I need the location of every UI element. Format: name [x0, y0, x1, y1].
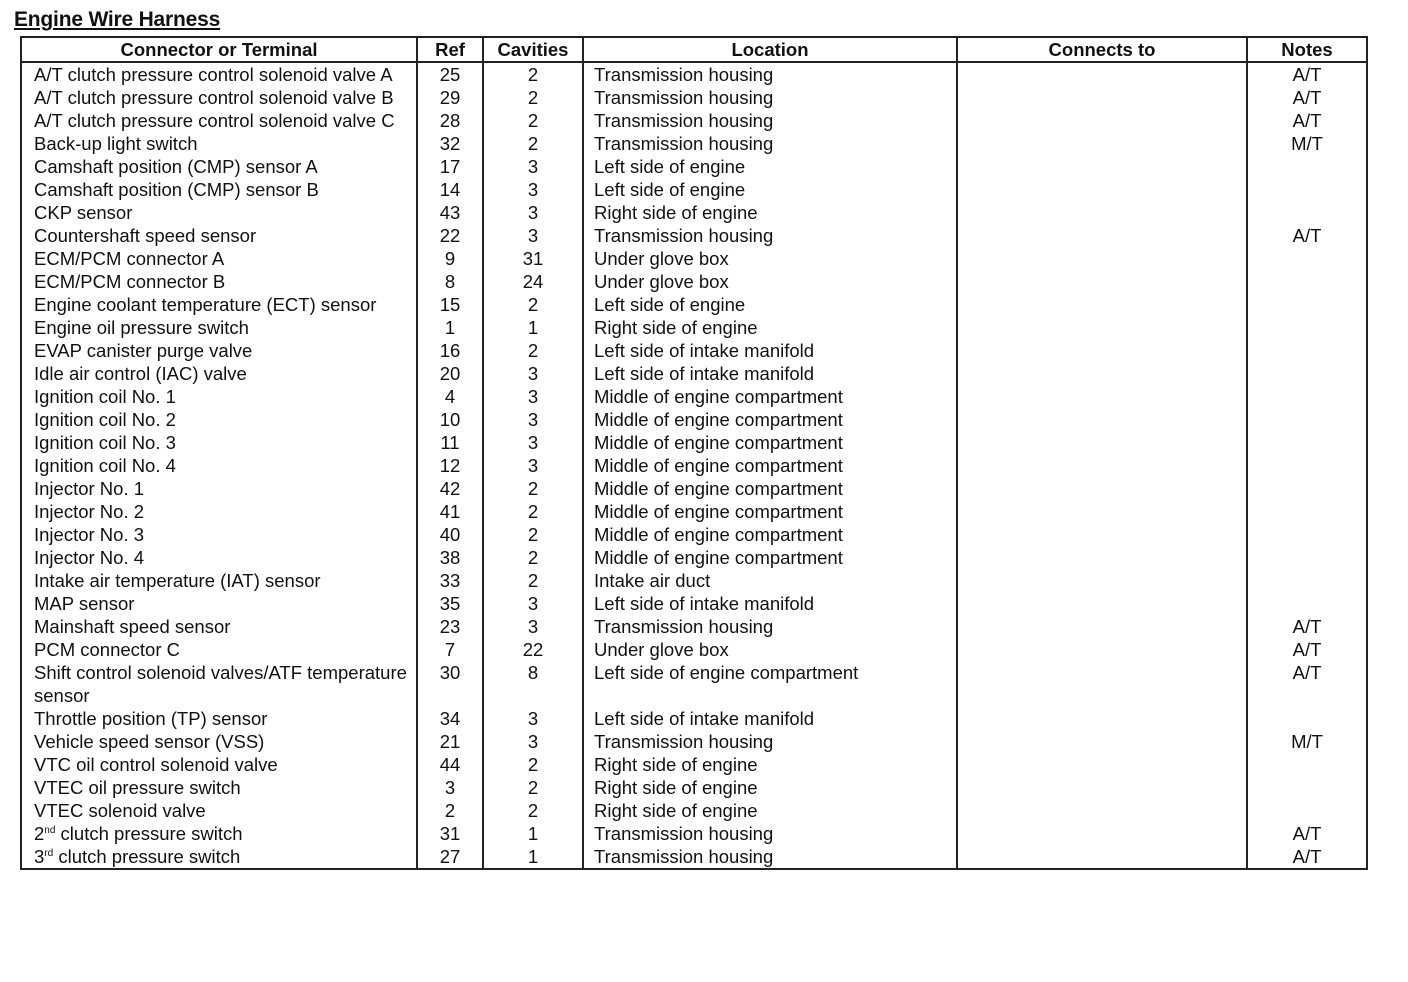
cell-location: Transmission housing — [583, 62, 957, 86]
cell-location: Middle of engine compartment — [583, 500, 957, 523]
cell-notes: A/T — [1247, 845, 1367, 869]
cell-ref: 28 — [417, 109, 483, 132]
cell-connects-to — [957, 132, 1247, 155]
cell-location: Left side of engine — [583, 293, 957, 316]
cell-location: Middle of engine compartment — [583, 454, 957, 477]
ordinal-suffix: nd — [44, 824, 56, 836]
cell-location: Transmission housing — [583, 86, 957, 109]
cell-connector: Idle air control (IAC) valve — [21, 362, 417, 385]
column-header-location: Location — [583, 37, 957, 62]
ordinal-suffix: rd — [44, 847, 54, 859]
table-row — [21, 132, 1367, 155]
cell-ref: 25 — [417, 62, 483, 86]
connector-name-rest: clutch pressure switch — [55, 823, 243, 844]
cell-location: Middle of engine compartment — [583, 477, 957, 500]
cell-location: Right side of engine — [583, 776, 957, 799]
cell-cavities: 2 — [483, 477, 583, 500]
cell-connects-to — [957, 776, 1247, 799]
cell-notes — [1247, 247, 1367, 270]
cell-connector: A/T clutch pressure control solenoid valve C — [21, 109, 417, 132]
cell-location: Middle of engine compartment — [583, 546, 957, 569]
cell-location: Transmission housing — [583, 730, 957, 753]
cell-notes: M/T — [1247, 730, 1367, 753]
cell-connects-to — [957, 431, 1247, 454]
cell-connector: Injector No. 4 — [21, 546, 417, 569]
cell-connects-to — [957, 247, 1247, 270]
table-row — [21, 477, 1367, 500]
cell-ref: 8 — [417, 270, 483, 293]
ordinal-number: 3 — [34, 846, 45, 867]
cell-location: Under glove box — [583, 638, 957, 661]
cell-connector: Shift control solenoid valves/ATF temperature sensor — [21, 661, 417, 707]
cell-cavities: 3 — [483, 362, 583, 385]
table-row — [21, 178, 1367, 201]
cell-ref: 29 — [417, 86, 483, 109]
cell-connector: ECM/PCM connector B — [21, 270, 417, 293]
column-header-cavities: Cavities — [483, 37, 583, 62]
cell-cavities: 3 — [483, 155, 583, 178]
cell-notes — [1247, 776, 1367, 799]
cell-connects-to — [957, 86, 1247, 109]
table-row — [21, 86, 1367, 109]
table-row — [21, 569, 1367, 592]
cell-notes — [1247, 316, 1367, 339]
cell-notes — [1247, 753, 1367, 776]
cell-ref: 17 — [417, 155, 483, 178]
cell-connects-to — [957, 109, 1247, 132]
cell-notes — [1247, 477, 1367, 500]
column-header-ref: Ref — [417, 37, 483, 62]
cell-cavities: 3 — [483, 454, 583, 477]
cell-location: Transmission housing — [583, 109, 957, 132]
table-row — [21, 546, 1367, 569]
cell-connector — [21, 822, 417, 845]
table-row — [21, 431, 1367, 454]
cell-ref: 41 — [417, 500, 483, 523]
cell-cavities: 3 — [483, 707, 583, 730]
table-row — [21, 155, 1367, 178]
cell-connector: Engine oil pressure switch — [21, 316, 417, 339]
cell-notes — [1247, 155, 1367, 178]
cell-cavities: 8 — [483, 661, 583, 707]
cell-connects-to — [957, 178, 1247, 201]
cell-ref: 7 — [417, 638, 483, 661]
cell-cavities: 2 — [483, 293, 583, 316]
cell-ref: 12 — [417, 454, 483, 477]
cell-connector: Back-up light switch — [21, 132, 417, 155]
cell-connector: Vehicle speed sensor (VSS) — [21, 730, 417, 753]
cell-ref: 23 — [417, 615, 483, 638]
cell-ref: 14 — [417, 178, 483, 201]
cell-location: Left side of intake manifold — [583, 362, 957, 385]
cell-cavities: 2 — [483, 109, 583, 132]
cell-cavities: 1 — [483, 845, 583, 869]
cell-notes: A/T — [1247, 224, 1367, 247]
cell-connects-to — [957, 408, 1247, 431]
cell-cavities: 3 — [483, 730, 583, 753]
cell-notes — [1247, 293, 1367, 316]
table-row — [21, 799, 1367, 822]
cell-cavities: 2 — [483, 339, 583, 362]
cell-location: Middle of engine compartment — [583, 431, 957, 454]
cell-connects-to — [957, 270, 1247, 293]
cell-ref: 30 — [417, 661, 483, 707]
cell-notes — [1247, 546, 1367, 569]
cell-location: Transmission housing — [583, 822, 957, 845]
table-row — [21, 845, 1367, 869]
cell-location: Left side of intake manifold — [583, 592, 957, 615]
cell-cavities: 2 — [483, 753, 583, 776]
cell-ref: 15 — [417, 293, 483, 316]
cell-notes — [1247, 339, 1367, 362]
table-row — [21, 500, 1367, 523]
cell-ref: 1 — [417, 316, 483, 339]
cell-ref: 44 — [417, 753, 483, 776]
cell-notes: A/T — [1247, 86, 1367, 109]
cell-ref: 35 — [417, 592, 483, 615]
table-row — [21, 523, 1367, 546]
cell-location: Left side of engine compartment — [583, 661, 957, 707]
cell-cavities: 2 — [483, 500, 583, 523]
cell-connects-to — [957, 592, 1247, 615]
cell-connector: VTEC oil pressure switch — [21, 776, 417, 799]
cell-ref: 22 — [417, 224, 483, 247]
cell-location: Middle of engine compartment — [583, 523, 957, 546]
cell-notes — [1247, 385, 1367, 408]
cell-connects-to — [957, 845, 1247, 869]
cell-connector: A/T clutch pressure control solenoid valve A — [21, 62, 417, 86]
cell-connector — [21, 845, 417, 869]
cell-connects-to — [957, 339, 1247, 362]
cell-connector: Ignition coil No. 1 — [21, 385, 417, 408]
cell-cavities: 3 — [483, 408, 583, 431]
cell-location: Right side of engine — [583, 201, 957, 224]
cell-notes — [1247, 707, 1367, 730]
cell-connects-to — [957, 615, 1247, 638]
cell-connector: CKP sensor — [21, 201, 417, 224]
cell-notes: A/T — [1247, 638, 1367, 661]
cell-location: Right side of engine — [583, 799, 957, 822]
cell-connects-to — [957, 477, 1247, 500]
wire-harness-table — [20, 36, 1368, 870]
table-row — [21, 224, 1367, 247]
cell-ref: 11 — [417, 431, 483, 454]
cell-location: Left side of engine — [583, 155, 957, 178]
table-row — [21, 316, 1367, 339]
cell-ref: 27 — [417, 845, 483, 869]
cell-connects-to — [957, 201, 1247, 224]
cell-location: Under glove box — [583, 270, 957, 293]
cell-ref: 3 — [417, 776, 483, 799]
table-row — [21, 592, 1367, 615]
cell-cavities: 3 — [483, 178, 583, 201]
cell-location: Left side of intake manifold — [583, 707, 957, 730]
table-row — [21, 201, 1367, 224]
cell-cavities: 3 — [483, 224, 583, 247]
cell-connects-to — [957, 316, 1247, 339]
cell-location: Right side of engine — [583, 316, 957, 339]
cell-connects-to — [957, 707, 1247, 730]
cell-cavities: 2 — [483, 776, 583, 799]
cell-location: Middle of engine compartment — [583, 408, 957, 431]
cell-cavities: 2 — [483, 523, 583, 546]
cell-cavities: 3 — [483, 385, 583, 408]
cell-location: Transmission housing — [583, 224, 957, 247]
cell-ref: 42 — [417, 477, 483, 500]
cell-ref: 16 — [417, 339, 483, 362]
cell-notes — [1247, 569, 1367, 592]
cell-ref: 2 — [417, 799, 483, 822]
cell-connects-to — [957, 822, 1247, 845]
cell-connector: VTEC solenoid valve — [21, 799, 417, 822]
cell-cavities: 24 — [483, 270, 583, 293]
cell-connector: Ignition coil No. 2 — [21, 408, 417, 431]
cell-connector: Injector No. 2 — [21, 500, 417, 523]
document-title: Engine Wire Harness — [14, 8, 221, 31]
cell-connector: A/T clutch pressure control solenoid valve B — [21, 86, 417, 109]
table-row — [21, 753, 1367, 776]
table-row — [21, 822, 1367, 845]
connector-name-rest: clutch pressure switch — [53, 846, 241, 867]
cell-connector: Injector No. 3 — [21, 523, 417, 546]
table-row — [21, 339, 1367, 362]
cell-ref: 31 — [417, 822, 483, 845]
column-header-notes: Notes — [1247, 37, 1367, 62]
cell-cavities: 2 — [483, 132, 583, 155]
cell-ref: 21 — [417, 730, 483, 753]
cell-location: Transmission housing — [583, 845, 957, 869]
cell-connects-to — [957, 500, 1247, 523]
cell-connects-to — [957, 224, 1247, 247]
cell-connector: EVAP canister purge valve — [21, 339, 417, 362]
cell-connector: Injector No. 1 — [21, 477, 417, 500]
cell-notes — [1247, 178, 1367, 201]
cell-ref: 43 — [417, 201, 483, 224]
cell-location: Transmission housing — [583, 615, 957, 638]
cell-connects-to — [957, 62, 1247, 86]
cell-connects-to — [957, 661, 1247, 707]
cell-location: Middle of engine compartment — [583, 385, 957, 408]
cell-connects-to — [957, 546, 1247, 569]
table-row — [21, 454, 1367, 477]
cell-cavities: 2 — [483, 62, 583, 86]
table-row — [21, 408, 1367, 431]
cell-ref: 34 — [417, 707, 483, 730]
cell-connects-to — [957, 799, 1247, 822]
table-row — [21, 707, 1367, 730]
cell-cavities: 3 — [483, 592, 583, 615]
cell-notes — [1247, 431, 1367, 454]
cell-location: Left side of intake manifold — [583, 339, 957, 362]
cell-location: Right side of engine — [583, 753, 957, 776]
cell-ref: 38 — [417, 546, 483, 569]
cell-notes — [1247, 201, 1367, 224]
table-row — [21, 615, 1367, 638]
cell-cavities: 3 — [483, 615, 583, 638]
cell-connects-to — [957, 638, 1247, 661]
table-body — [21, 62, 1367, 869]
cell-ref: 33 — [417, 569, 483, 592]
cell-connector: MAP sensor — [21, 592, 417, 615]
ordinal-number: 2 — [34, 823, 45, 844]
cell-connects-to — [957, 362, 1247, 385]
table-row — [21, 730, 1367, 753]
table-row — [21, 362, 1367, 385]
cell-location: Under glove box — [583, 247, 957, 270]
cell-notes — [1247, 408, 1367, 431]
cell-connector: PCM connector C — [21, 638, 417, 661]
cell-cavities: 1 — [483, 822, 583, 845]
table-row — [21, 293, 1367, 316]
cell-connector: Ignition coil No. 3 — [21, 431, 417, 454]
cell-ref: 32 — [417, 132, 483, 155]
cell-notes — [1247, 500, 1367, 523]
cell-cavities: 31 — [483, 247, 583, 270]
cell-notes — [1247, 454, 1367, 477]
cell-connector: Countershaft speed sensor — [21, 224, 417, 247]
cell-notes: A/T — [1247, 822, 1367, 845]
cell-connector: Intake air temperature (IAT) sensor — [21, 569, 417, 592]
cell-notes: M/T — [1247, 132, 1367, 155]
cell-location: Intake air duct — [583, 569, 957, 592]
cell-ref: 9 — [417, 247, 483, 270]
table-row — [21, 776, 1367, 799]
cell-connector: ECM/PCM connector A — [21, 247, 417, 270]
column-header-connector: Connector or Terminal — [21, 37, 417, 62]
cell-connector: Throttle position (TP) sensor — [21, 707, 417, 730]
table-row — [21, 385, 1367, 408]
cell-location: Transmission housing — [583, 132, 957, 155]
table-row — [21, 247, 1367, 270]
cell-notes — [1247, 362, 1367, 385]
table-row — [21, 109, 1367, 132]
table-row — [21, 638, 1367, 661]
cell-cavities: 2 — [483, 569, 583, 592]
table-row — [21, 661, 1367, 707]
cell-connects-to — [957, 385, 1247, 408]
table-row — [21, 270, 1367, 293]
cell-connects-to — [957, 730, 1247, 753]
cell-notes — [1247, 523, 1367, 546]
cell-connects-to — [957, 293, 1247, 316]
cell-notes — [1247, 799, 1367, 822]
cell-connects-to — [957, 523, 1247, 546]
cell-cavities: 3 — [483, 431, 583, 454]
cell-ref: 4 — [417, 385, 483, 408]
cell-notes — [1247, 592, 1367, 615]
cell-cavities: 3 — [483, 201, 583, 224]
cell-connector: Mainshaft speed sensor — [21, 615, 417, 638]
cell-ref: 40 — [417, 523, 483, 546]
cell-notes: A/T — [1247, 109, 1367, 132]
cell-notes: A/T — [1247, 615, 1367, 638]
cell-ref: 20 — [417, 362, 483, 385]
cell-ref: 10 — [417, 408, 483, 431]
cell-connector: VTC oil control solenoid valve — [21, 753, 417, 776]
table-header-row — [21, 37, 1367, 62]
cell-connects-to — [957, 753, 1247, 776]
cell-notes: A/T — [1247, 62, 1367, 86]
cell-connects-to — [957, 155, 1247, 178]
cell-notes — [1247, 270, 1367, 293]
cell-cavities: 2 — [483, 546, 583, 569]
cell-connector: Ignition coil No. 4 — [21, 454, 417, 477]
cell-connects-to — [957, 454, 1247, 477]
cell-cavities: 2 — [483, 799, 583, 822]
cell-connects-to — [957, 569, 1247, 592]
cell-connector: Camshaft position (CMP) sensor A — [21, 155, 417, 178]
cell-cavities: 1 — [483, 316, 583, 339]
cell-connector: Engine coolant temperature (ECT) sensor — [21, 293, 417, 316]
cell-cavities: 22 — [483, 638, 583, 661]
column-header-connects-to: Connects to — [957, 37, 1247, 62]
cell-connector: Camshaft position (CMP) sensor B — [21, 178, 417, 201]
cell-notes: A/T — [1247, 661, 1367, 707]
cell-location: Left side of engine — [583, 178, 957, 201]
cell-cavities: 2 — [483, 86, 583, 109]
table-row — [21, 62, 1367, 86]
